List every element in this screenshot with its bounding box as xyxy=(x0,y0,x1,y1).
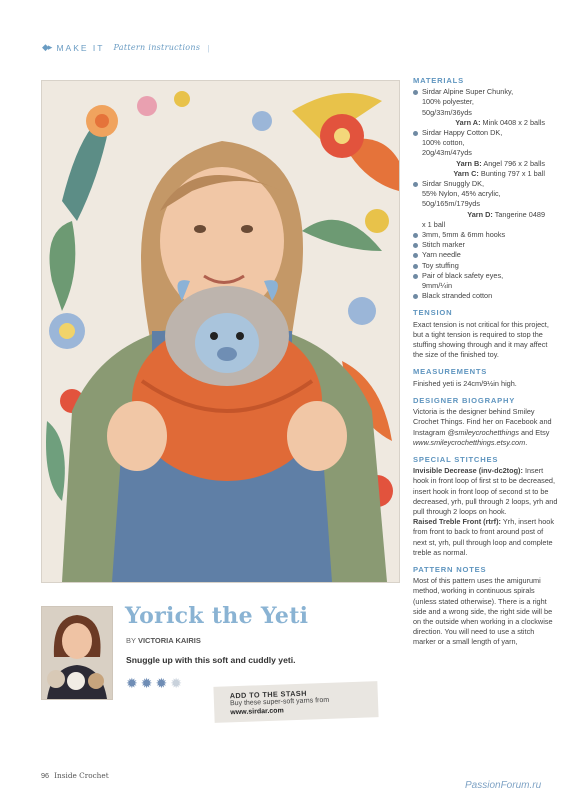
main-photo xyxy=(41,80,400,583)
pattern-title: Yorick the Yeti xyxy=(125,603,309,629)
materials-item: Stitch marker xyxy=(413,240,559,250)
yarn-line: Yarn D: Tangerine 0489 xyxy=(467,209,545,219)
special-stitches-heading: SPECIAL STITCHES xyxy=(413,454,499,464)
materials-list xyxy=(413,87,559,301)
material-line: 100% cotton, xyxy=(422,138,465,148)
right-column xyxy=(413,76,559,655)
yarn-line-cont: x 1 ball xyxy=(422,219,446,229)
pattern-notes-heading: PATTERN NOTES xyxy=(413,564,487,574)
material-line: 50g/165m/179yds xyxy=(422,199,481,209)
girl-with-yeti-illustration xyxy=(42,81,399,582)
tension-text: Exact tension is not critical for this project, but a tight tension is required to stop the stuffing showing through and it may affect the size of the finished toy. xyxy=(413,319,549,360)
double-arrow-icon: ◆▸ xyxy=(42,42,52,52)
yarn-line: Yarn A: Mink 0408 x 2 balls xyxy=(455,117,545,127)
pattern-notes-section xyxy=(413,565,559,648)
author-name: VICTORIA KAIRIS xyxy=(137,636,201,645)
designer-bio-text: Victoria is the designer behind Smiley Crochet Things. Find her on Facebook and Instagram @smileycrochetthings and Etsy www.smileycrochetthings.etsy.com. xyxy=(413,407,552,447)
pattern-notes-text: Most of this pattern uses the amigurumi method, working in continuous spirals (unless stated otherwise). There is a right side and a wrong side, the right side will be on the outside when working in a clockwise direction. You will need to use a stitch marker or a small length of yarn, xyxy=(413,576,553,647)
star-filled-icon: ✹ xyxy=(155,675,168,691)
material-line: Sirdar Alpine Super Chunky, xyxy=(422,87,514,97)
material-line: 55% Nylon, 45% acrylic, xyxy=(422,189,501,199)
star-filled-icon: ✹ xyxy=(126,675,138,691)
difficulty-rating xyxy=(126,676,182,690)
material-line: Sirdar Happy Cotton DK, xyxy=(422,128,503,138)
instagram-handle[interactable]: @smileycrochetthings xyxy=(447,427,519,437)
designer-bio-heading: DESIGNER BIOGRAPHY xyxy=(413,395,516,405)
byline: BY VICTORIA KAIRIS xyxy=(126,636,201,645)
material-line: 20g/43m/47yds xyxy=(422,148,472,158)
tension-section xyxy=(413,308,559,360)
header-divider: | xyxy=(207,42,212,53)
measurements-section xyxy=(413,367,559,388)
tension-heading: TENSION xyxy=(413,308,453,318)
materials-item: 3mm, 5mm & 6mm hooks xyxy=(413,230,559,240)
section-label: MAKE IT xyxy=(56,42,105,53)
stitch-invdc2tog: Invisible Decrease (inv-dc2tog): Insert hook in front loop of first st to be decreased, insert hook in front loop of second st to be decreased, yrh, pull through 2 loops, yrh and pull through 2 loops on hook. xyxy=(413,466,558,516)
star-empty-icon: ✹ xyxy=(170,675,182,691)
section-header xyxy=(42,42,212,53)
yarn-line: Yarn C: Bunting 797 x 1 ball xyxy=(453,168,545,178)
materials-heading: MATERIALS xyxy=(413,76,464,85)
materials-section xyxy=(413,76,559,301)
material-line: 50g/33m/36yds xyxy=(422,107,472,117)
stash-text: Buy these super-soft yarns from www.sirdar.com xyxy=(229,696,330,716)
magazine-name: Inside Crochet xyxy=(54,771,109,780)
sirdar-link[interactable]: www.sirdar.com xyxy=(230,706,284,716)
materials-item xyxy=(413,87,559,128)
material-line: 100% polyester, xyxy=(422,97,474,107)
page-number: 96 xyxy=(41,771,50,780)
stash-box xyxy=(213,681,378,723)
materials-item: Pair of black safety eyes, 9mm/¼in xyxy=(413,271,559,291)
special-stitches-section xyxy=(413,455,559,558)
material-line: Sirdar Snuggly DK, xyxy=(422,179,485,189)
measurements-heading: MEASUREMENTS xyxy=(413,367,488,377)
designer-portrait-illustration xyxy=(42,607,112,699)
materials-item: Black stranded cotton xyxy=(413,291,559,301)
materials-item: Toy stuffing xyxy=(413,261,559,271)
star-filled-icon: ✹ xyxy=(140,675,153,691)
designer-bio-section xyxy=(413,396,559,448)
materials-item xyxy=(413,179,559,230)
designer-photo xyxy=(41,606,113,700)
subsection-label: Pattern instructions xyxy=(113,43,201,52)
page-footer xyxy=(41,771,109,780)
etsy-link[interactable]: www.smileycrochetthings.etsy.com xyxy=(413,437,526,447)
yarn-line: Yarn B: Angel 796 x 2 balls xyxy=(456,158,545,168)
watermark: PassionForum.ru xyxy=(465,780,542,791)
measurements-text: Finished yeti is 24cm/9½in high. xyxy=(413,378,517,388)
standfirst: Snuggle up with this soft and cuddly yeti. xyxy=(126,655,296,665)
stitch-rtrf: Raised Treble Front (rtrf): Yrh, insert hook from front to back to front around post of next st, yrh, pull through loop and complete treble as normal. xyxy=(413,517,554,557)
materials-item xyxy=(413,128,559,179)
stash-heading: ADD TO THE STASH xyxy=(229,688,307,701)
materials-item: Yarn needle xyxy=(413,250,559,260)
